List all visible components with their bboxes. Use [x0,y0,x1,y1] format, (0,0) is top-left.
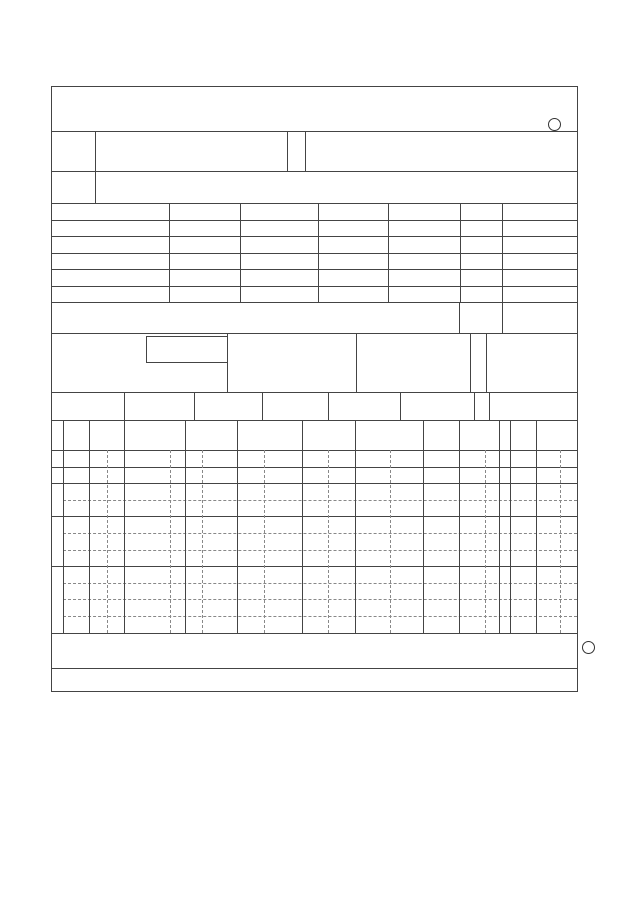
re-exam-box [146,336,228,363]
receiver-seal-icon [548,118,561,131]
practitioner-seal-icon [582,641,595,654]
